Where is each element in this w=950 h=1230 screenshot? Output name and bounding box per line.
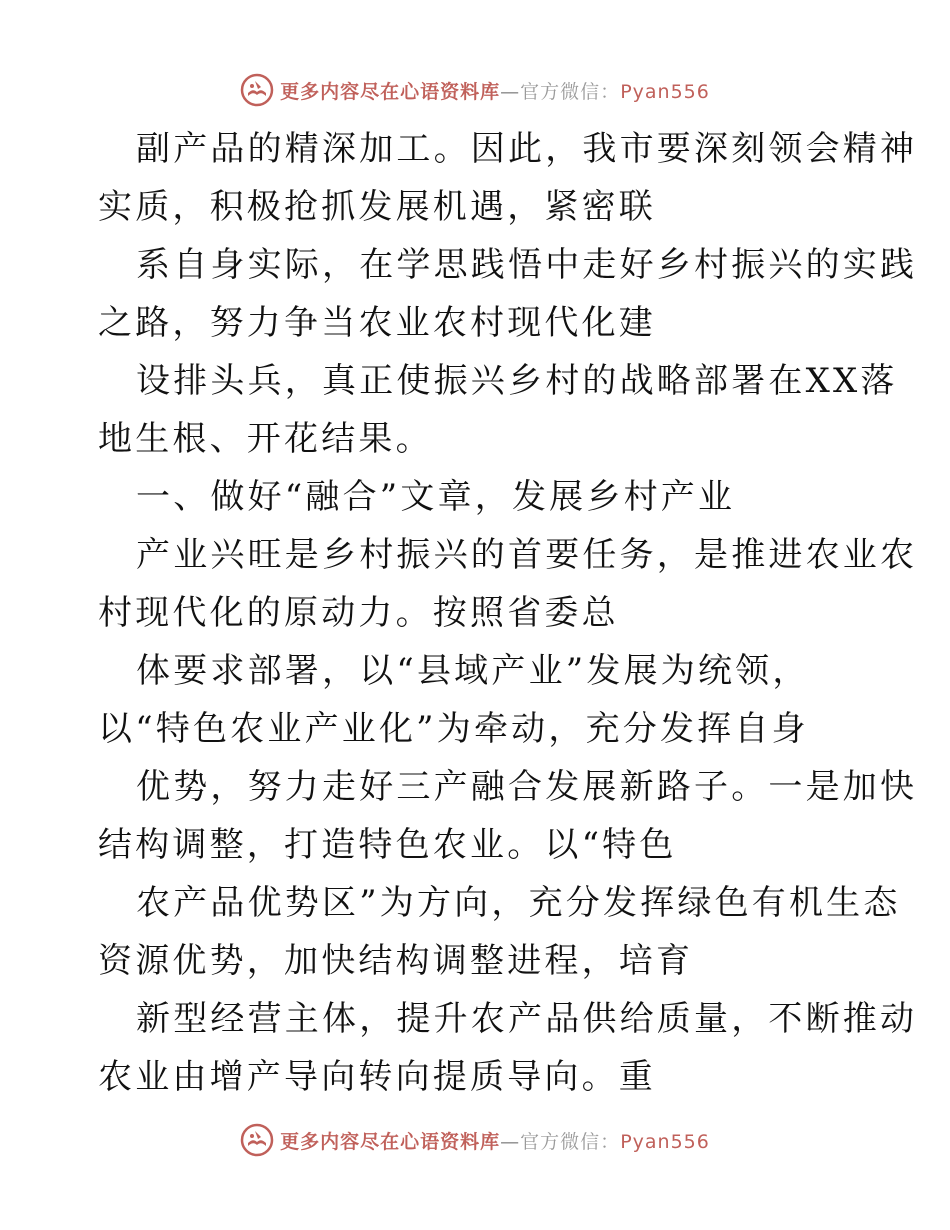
text-line-9: 村现代化的原动力。按照省委总 xyxy=(98,593,619,633)
text-line-8: 产业兴旺是乡村振兴的首要任务，是推进农业农 xyxy=(136,535,918,575)
banner-wechat-id: Pyan556 xyxy=(620,80,710,103)
text-line-1: 副产品的精深加工。因此，我市要深刻领会精神 xyxy=(136,129,918,169)
text-line-16: 新型经营主体，提升农产品供给质量，不断推动 xyxy=(136,999,918,1039)
banner-wechat-label: 官方微信： xyxy=(520,1130,621,1153)
text-line-4: 之路，努力争当农业农村现代化建 xyxy=(98,303,656,343)
text-line-6: 地生根、开花结果。 xyxy=(98,419,433,459)
text-line-2: 实质，积极抢抓发展机遇，紧密联 xyxy=(98,187,656,227)
text-line-5: 设排头兵，真正使振兴乡村的战略部署在XX落 xyxy=(136,361,898,401)
text-line-14: 农产品优势区”为方向，充分发挥绿色有机生态 xyxy=(136,883,901,923)
open-book-logo-icon xyxy=(240,1123,274,1157)
text-line-3: 系自身实际，在学思践悟中走好乡村振兴的实践 xyxy=(136,245,918,285)
header-banner xyxy=(0,70,950,110)
banner-site-text: 更多内容尽在心语资料库 xyxy=(280,80,501,103)
text-line-13: 结构调整，打造特色农业。以“特色 xyxy=(98,825,677,865)
header-banner-content xyxy=(240,73,710,107)
banner-wechat-label: 官方微信： xyxy=(520,80,621,103)
footer-banner-content xyxy=(240,1123,710,1157)
banner-wechat-id: Pyan556 xyxy=(620,1130,710,1153)
text-line-15: 资源优势，加快结构调整进程，培育 xyxy=(98,941,694,981)
text-line-17: 农业由增产导向转向提质导向。重 xyxy=(98,1057,656,1097)
text-line-11: 以“特色农业产业化”为牵动，充分发挥自身 xyxy=(98,709,809,749)
banner-site-text: 更多内容尽在心语资料库 xyxy=(280,1130,501,1153)
banner-separator: — xyxy=(500,80,521,103)
footer-banner xyxy=(0,1120,950,1160)
text-line-10: 体要求部署，以“县域产业”发展为统领， xyxy=(136,651,810,691)
text-line-12: 优势，努力走好三产融合发展新路子。一是加快 xyxy=(136,767,918,807)
open-book-logo-icon xyxy=(240,73,274,107)
section-heading: 一、做好“融合”文章，发展乡村产业 xyxy=(136,477,736,517)
banner-separator: — xyxy=(500,1130,521,1153)
